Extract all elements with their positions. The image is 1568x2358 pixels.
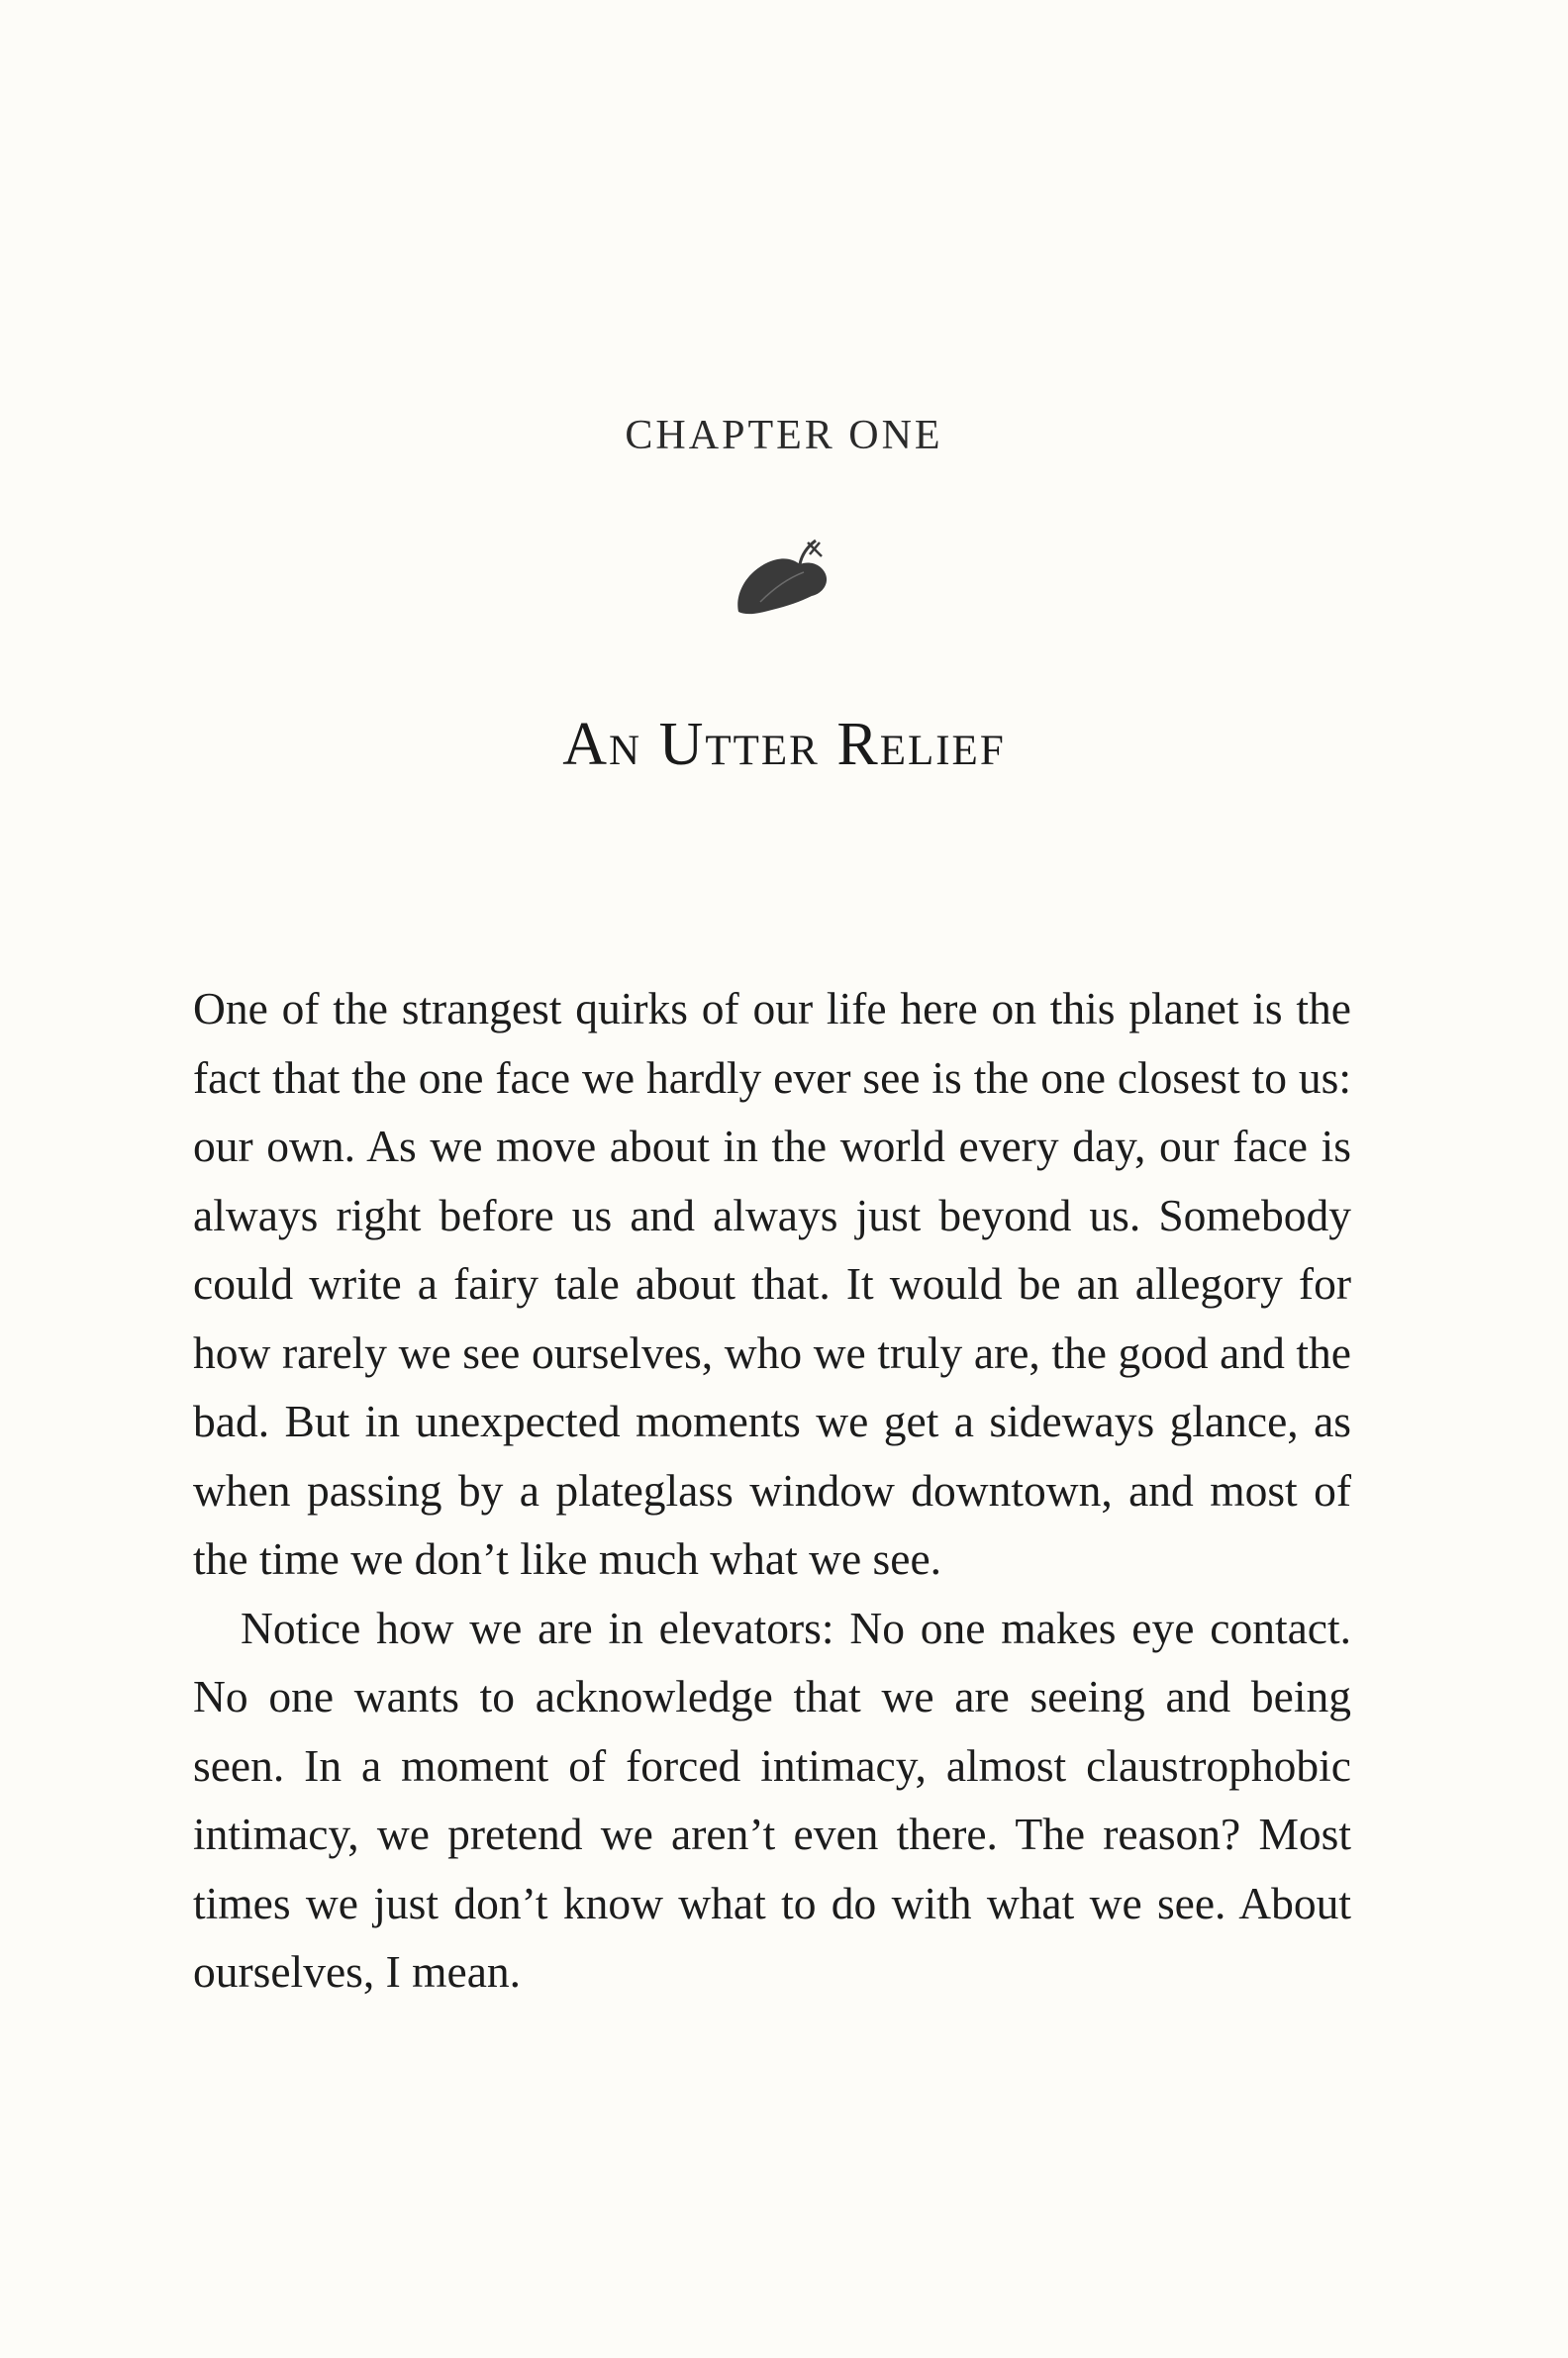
body-text: [193, 974, 1351, 2007]
chapter-label: CHAPTER ONE: [625, 413, 943, 458]
paragraph-2: Notice how we are in elevators: No one makes eye contact. No one wants to acknowledge that we are seeing and being seen. In a moment of forced intimacy, almost claustrophobic intimacy, we pretend we aren’t even there. The reason? Most times we just don’t know what to do with what we see. About ourselves, I mean.: [193, 1602, 1351, 1997]
leaf-ornament-icon: [731, 533, 839, 622]
paragraph-1: One of the strangest quirks of our life here on this planet is the fact that the one face we hardly ever see is the one closest to us: our own. As we move about in the world every day, our face is always right before us and always just beyond us. Somebody could write a fairy tale about that. It would be an allegory for how rarely we see ourselves, who we truly are, the good and the bad. But in unexpected moments we get a sideways glance, as when passing by a plateglass window downtown, and most of the time we don’t like much what we see.: [193, 983, 1351, 1584]
chapter-title: An Utter Relief: [562, 711, 1006, 778]
